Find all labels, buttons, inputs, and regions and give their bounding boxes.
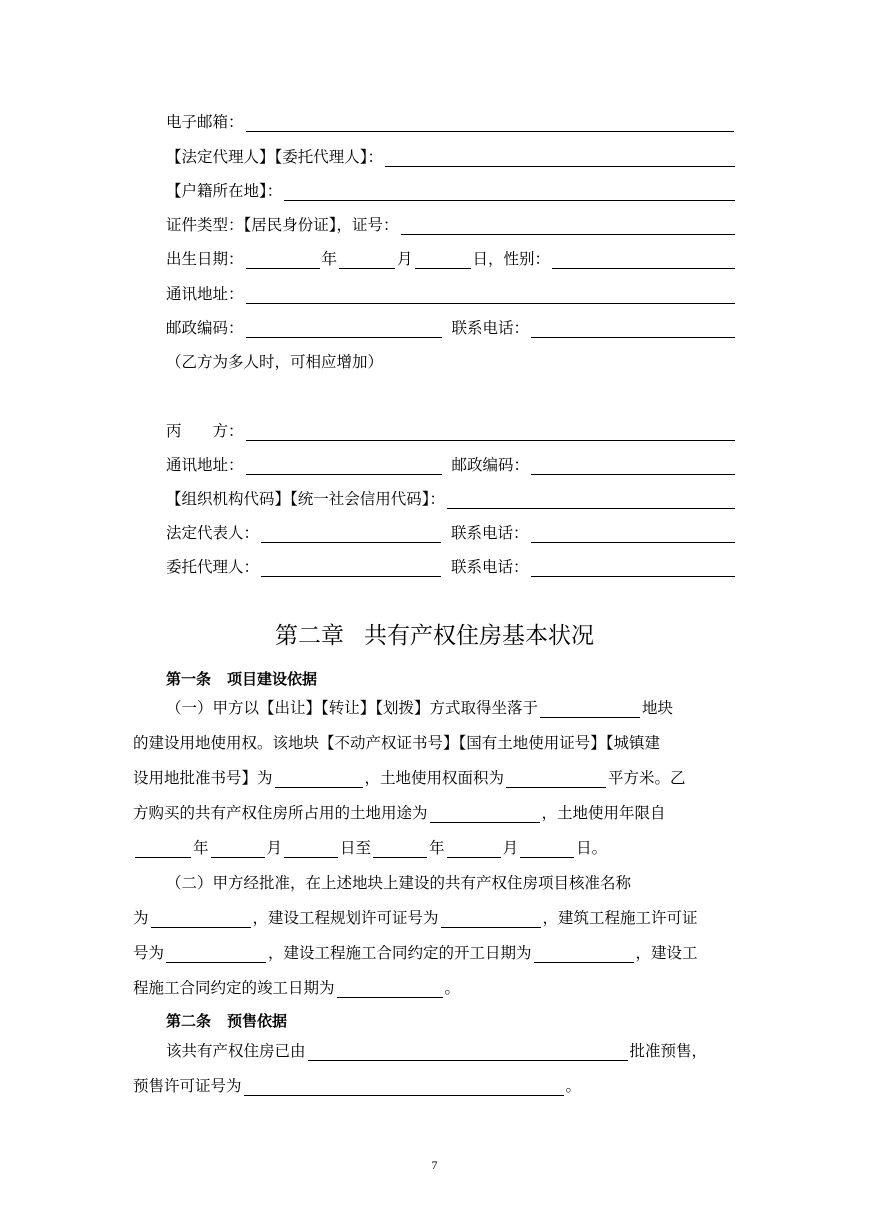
org-code-row xyxy=(166,485,737,509)
text-span: 方购买的共有产权住房所占用的土地用途为 xyxy=(133,804,428,822)
end-year-blank xyxy=(373,839,427,858)
legal-rep-label: 法定代表人： xyxy=(166,524,260,542)
completion-date-blank xyxy=(337,979,443,998)
end-day-blank xyxy=(520,839,574,858)
paragraph-line xyxy=(133,864,737,899)
paragraph-line xyxy=(133,934,737,969)
note-row xyxy=(166,348,737,372)
paragraph-line xyxy=(133,759,737,794)
party-c-agent-phone-blank xyxy=(531,558,735,577)
paragraph-line xyxy=(133,689,737,724)
party-c-label: 丙 方： xyxy=(166,422,244,440)
text-span: 预售许可证号为 xyxy=(133,1077,242,1095)
agent-blank xyxy=(385,148,735,167)
email-label: 电子邮箱： xyxy=(166,113,244,131)
phone-label: 联系电话： xyxy=(451,319,530,337)
birth-row xyxy=(166,245,737,269)
birth-day-blank xyxy=(415,250,471,269)
start-date-blank xyxy=(534,944,634,963)
article-2-heading xyxy=(166,1009,287,1033)
text-span: 月 xyxy=(502,839,519,857)
text-span: 地块 xyxy=(642,699,674,717)
text-span: ，建设工程施工合同约定的开工日期为 xyxy=(268,944,532,962)
article-2-number: 第二条 xyxy=(166,1012,212,1030)
text-span: （一）甲方以【出让】【转让】【划拨】方式取得坐落于 xyxy=(166,699,539,717)
day-gender-label: 日，性别： xyxy=(472,250,551,268)
article-1-paragraph-2 xyxy=(133,864,737,1004)
party-c-address-row xyxy=(166,451,737,475)
id-label: 证件类型：【居民身份证】，证号： xyxy=(166,216,399,234)
agent-row xyxy=(166,143,737,167)
gender-blank xyxy=(552,250,735,269)
hukou-row xyxy=(166,177,737,201)
text-span: 日。 xyxy=(576,839,608,857)
org-code-label: 【组织机构代码】【统一社会信用代码】： xyxy=(166,490,446,508)
text-span: 号为 xyxy=(133,944,165,962)
id-row xyxy=(166,211,737,235)
certificate-number-blank xyxy=(275,769,363,788)
text-span: 平方米。乙 xyxy=(608,769,686,787)
paragraph-line xyxy=(133,1067,737,1102)
paragraph-line xyxy=(133,724,737,759)
email-blank xyxy=(246,113,734,132)
hukou-blank xyxy=(284,182,735,201)
paragraph-line xyxy=(133,899,737,934)
postcode-blank xyxy=(246,319,442,338)
chapter-title: 共有产权住房基本状况 xyxy=(364,623,594,649)
land-use-blank xyxy=(430,804,540,823)
article-2-title: 预售依据 xyxy=(227,1012,288,1030)
start-month-blank xyxy=(211,839,265,858)
postcode-label: 邮政编码： xyxy=(166,319,244,337)
text-span: 月 xyxy=(266,839,283,857)
legal-rep-blank xyxy=(261,524,441,543)
chapter-number: 第二章 xyxy=(275,623,344,649)
paragraph-line xyxy=(133,969,737,1004)
org-code-blank xyxy=(447,490,735,509)
party-c-agent-blank xyxy=(261,558,441,577)
chapter-heading xyxy=(0,618,869,654)
legal-rep-row xyxy=(166,519,737,543)
party-c-agent-label: 委托代理人： xyxy=(166,558,260,576)
text-span: 批准预售， xyxy=(629,1042,708,1060)
text-span: 年 xyxy=(193,839,209,857)
address-label: 通讯地址： xyxy=(166,285,244,303)
party-c-postcode-blank xyxy=(531,456,735,475)
text-span: 设用地批准书号】为 xyxy=(133,769,273,787)
legal-rep-phone-blank xyxy=(531,524,735,543)
phone-blank xyxy=(531,319,735,338)
text-span: 日至 xyxy=(340,839,372,857)
paragraph-line xyxy=(133,794,737,829)
party-c-postcode-label: 邮政编码： xyxy=(451,456,530,474)
party-c-row xyxy=(166,417,737,441)
project-name-blank xyxy=(151,909,251,928)
birth-year-blank xyxy=(246,250,320,269)
text-span: 的建设用地使用权。该地块【不动产权证书号】【国有土地使用证号】【城镇建 xyxy=(133,734,661,752)
text-span: 程施工合同约定的竣工日期为 xyxy=(133,979,335,997)
paragraph-line xyxy=(133,829,737,864)
party-c-agent-row xyxy=(166,553,737,577)
article-1-heading xyxy=(166,667,317,691)
birth-year-unit: 年 xyxy=(321,250,338,268)
text-span: 为 xyxy=(133,909,149,927)
text-span: ，建设工 xyxy=(635,944,698,962)
article-2-paragraph xyxy=(133,1032,737,1102)
text-span: ，土地使用权面积为 xyxy=(364,769,505,787)
land-area-blank xyxy=(506,769,606,788)
article-1-paragraph-1 xyxy=(133,689,737,864)
address-blank xyxy=(246,285,735,304)
agent-label: 【法定代理人】【委托代理人】： xyxy=(166,148,384,166)
approval-authority-blank xyxy=(308,1042,628,1061)
party-c-agent-phone-label: 联系电话： xyxy=(451,558,529,576)
construction-permit-blank xyxy=(166,944,266,963)
article-1-number: 第一条 xyxy=(166,670,212,688)
text-span: ，建筑工程施工许可证 xyxy=(542,909,698,927)
address-row xyxy=(166,280,737,304)
start-day-blank xyxy=(284,839,338,858)
birth-month-unit: 月 xyxy=(397,250,413,268)
text-span: ，土地使用年限自 xyxy=(541,804,666,822)
end-month-blank xyxy=(447,839,501,858)
hukou-label: 【户籍所在地】： xyxy=(166,182,283,200)
party-c-address-blank xyxy=(246,456,442,475)
legal-rep-phone-label: 联系电话： xyxy=(451,524,529,542)
location-blank xyxy=(540,699,640,718)
text-span: 。 xyxy=(444,979,461,997)
text-span: 。 xyxy=(565,1077,582,1095)
multiple-parties-note: （乙方为多人时，可相应增加） xyxy=(166,353,384,371)
presale-permit-blank xyxy=(244,1077,564,1096)
party-c-blank xyxy=(246,422,735,441)
postcode-phone-row xyxy=(166,314,737,338)
birth-month-blank xyxy=(339,250,395,269)
planning-permit-blank xyxy=(441,909,541,928)
text-span: 该共有产权住房已由 xyxy=(166,1042,306,1060)
text-span: ，建设工程规划许可证号为 xyxy=(252,909,439,927)
start-year-blank xyxy=(135,839,191,858)
email-row xyxy=(166,108,736,132)
party-c-address-label: 通讯地址： xyxy=(166,456,244,474)
birth-label: 出生日期： xyxy=(166,250,244,268)
text-span: 年 xyxy=(429,839,445,857)
article-1-title: 项目建设依据 xyxy=(227,670,318,688)
id-number-blank xyxy=(401,216,735,235)
paragraph-line xyxy=(133,1032,737,1067)
text-span: （二）甲方经批准，在上述地块上建设的共有产权住房项目核准名称 xyxy=(166,874,632,892)
page-number: 7 xyxy=(431,1158,438,1172)
